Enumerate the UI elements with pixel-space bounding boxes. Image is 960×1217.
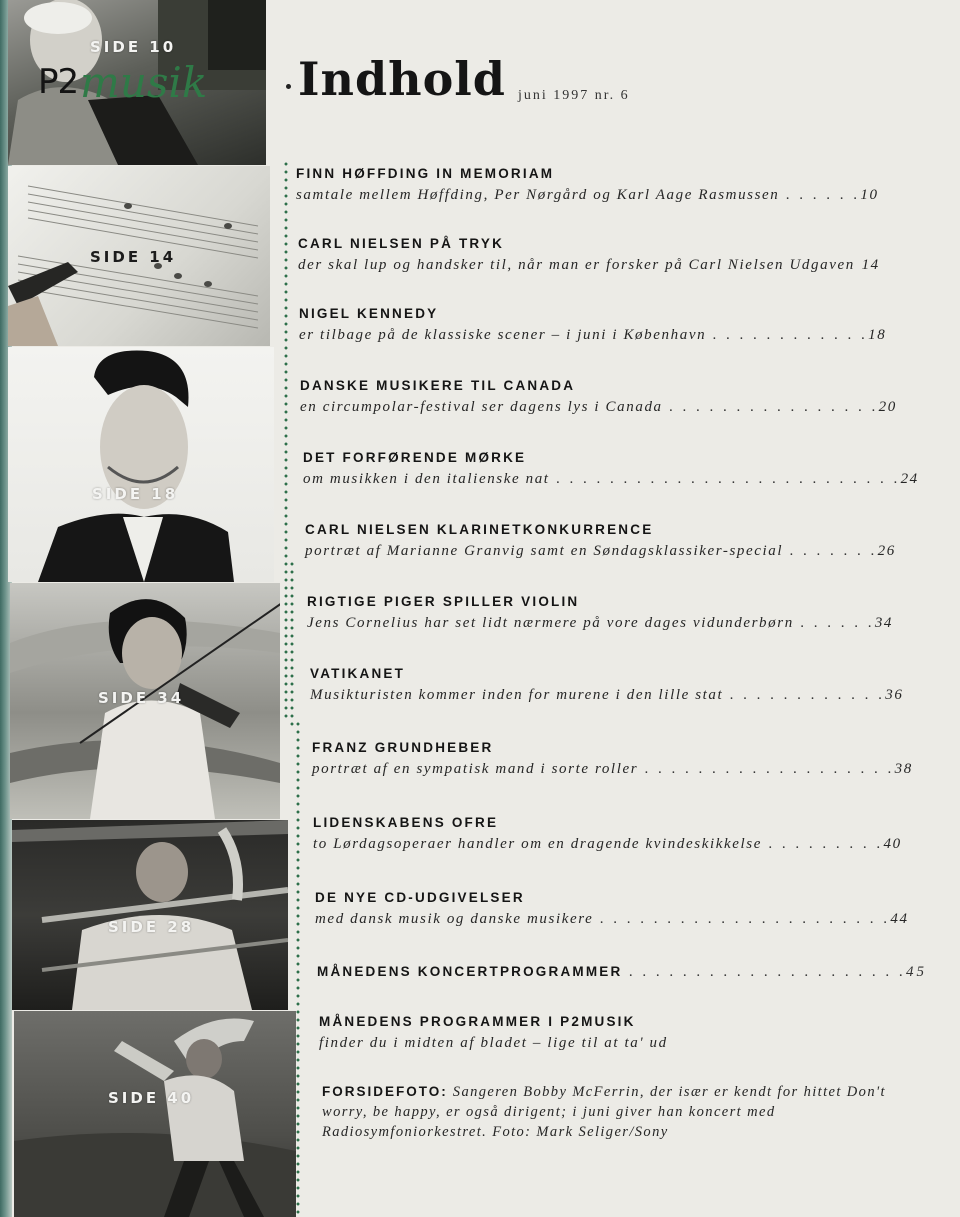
musik-logo-script: musik (80, 58, 208, 107)
toc-entry-inline[interactable]: MÅNEDENS KONCERTPROGRAMMER . . . . . . . . . . . . . . . . . . . . .45 (317, 964, 927, 980)
entry-heading: MÅNEDENS PROGRAMMER I P2MUSIK (319, 1014, 636, 1029)
toc-entry[interactable] (313, 815, 902, 853)
entry-description: med dansk musik og danske musikere . . . . . . . . . . . . . . . . . . . . . .44 (315, 911, 909, 927)
entry-description: er tilbage på de klassiske scener – i juni i København . . . . . . . . . . . .18 (299, 327, 887, 343)
dotted-divider-middle (290, 560, 294, 730)
credit-text: Sangeren Bobby McFerrin, der især er kendt for hittet Don't worry, be happy, er også dirigent; i juni giver han koncert med Radiosymfoniorkestret. Foto: Mark Seliger/Sony (322, 1084, 886, 1140)
entry-heading: FRANZ GRUNDHEBER (312, 740, 494, 755)
dotted-divider-upper (284, 160, 288, 720)
entry-description: der skal lup og handsker til, når man er forsker på Carl Nielsen Udgaven 14 (298, 257, 880, 273)
page-number: 10 (860, 187, 879, 203)
toc-entry[interactable] (298, 236, 880, 274)
side-label: SIDE 18 (92, 485, 179, 503)
entry-heading: CARL NIELSEN PÅ TRYK (298, 236, 505, 251)
entry-description: portræt af Marianne Granvig samt en Søndagsklassiker-special . . . . . . .26 (305, 543, 896, 559)
side-label: SIDE 40 (108, 1089, 195, 1107)
toc-entry[interactable] (310, 666, 904, 704)
entry-heading: DET FORFØRENDE MØRKE (303, 450, 527, 465)
entry-heading: LIDENSKABENS OFRE (313, 815, 499, 830)
photo-female-violinist (10, 583, 280, 819)
credit-label: FORSIDEFOTO: (322, 1084, 448, 1099)
toc-entry[interactable] (307, 594, 893, 632)
toc-entry[interactable] (299, 306, 886, 344)
photo-dancer (14, 1011, 296, 1217)
entry-heading: DANSKE MUSIKERE TIL CANADA (300, 378, 576, 393)
page-number: 36 (885, 687, 904, 703)
page-number: 24 (900, 471, 919, 487)
side-label: SIDE 34 (98, 689, 185, 707)
toc-entry[interactable] (319, 1014, 668, 1052)
page-number: 34 (874, 615, 894, 631)
page-number: 38 (894, 761, 913, 777)
toc-entry[interactable] (300, 378, 897, 416)
cover-photo-credit (322, 1082, 922, 1142)
entry-description: to Lørdagsoperaer handler om en dragende kvindeskikkelse . . . . . . . . .40 (313, 836, 902, 852)
page-number: 40 (883, 836, 902, 852)
entry-heading: FINN HØFFDING IN MEMORIAM (296, 166, 555, 181)
side-label: SIDE 14 (90, 248, 177, 266)
page-number: 44 (890, 911, 909, 927)
entry-heading: DE NYE CD-UDGIVELSER (315, 890, 525, 905)
issue-date: juni 1997 nr. 6 (518, 88, 630, 103)
bullet-dot (286, 84, 291, 89)
entry-description: samtale mellem Høffding, Per Nørgård og Karl Aage Rasmussen . . . . . .10 (296, 187, 879, 203)
photo-violinist-portrait (8, 347, 274, 582)
toc-entry[interactable] (305, 522, 896, 560)
photo-sheet-music (8, 166, 270, 346)
side-label: SIDE 10 (90, 38, 177, 56)
dotted-divider-lower (296, 720, 300, 1217)
page-title: Indhold (298, 52, 506, 106)
toc-entry[interactable] (296, 166, 879, 204)
entry-description: en circumpolar-festival ser dagens lys i Canada . . . . . . . . . . . . . . . .20 (300, 399, 897, 415)
entry-description: Jens Cornelius har set lidt nærmere på vore dages vidunderbørn . . . . . .34 (307, 615, 894, 631)
entry-heading: MÅNEDENS KONCERTPROGRAMMER (317, 964, 623, 979)
entry-description: portræt af en sympatisk mand i sorte roller . . . . . . . . . . . . . . . . . . .38 (312, 761, 913, 777)
toc-entry[interactable] (303, 450, 919, 488)
entry-description: om musikken i den italienske nat . . . . . . . . . . . . . . . . . . . . . . . . . .24 (303, 471, 919, 487)
entry-heading: NIGEL KENNEDY (299, 306, 439, 321)
p2-logo-text: P2 (38, 62, 79, 102)
entry-description: Musikturisten kommer inden for murene i den lille stat . . . . . . . . . . . .36 (310, 687, 904, 703)
entry-heading: VATIKANET (310, 666, 406, 681)
toc-entry[interactable] (312, 740, 913, 778)
entry-description: finder du i midten af bladet – lige til at ta' ud (319, 1035, 668, 1051)
photo-column (8, 0, 298, 1217)
photo-performer-dark (12, 820, 288, 1010)
side-label: SIDE 28 (108, 918, 195, 936)
page-number: 14 (861, 257, 880, 273)
page-number: 20 (878, 399, 897, 415)
entry-heading: CARL NIELSEN KLARINETKONKURRENCE (305, 522, 654, 537)
page-header (280, 52, 940, 112)
page-number: 26 (877, 543, 896, 559)
page-number: 45 (905, 964, 927, 980)
page-number: 18 (868, 327, 887, 343)
toc-entry[interactable] (315, 890, 909, 928)
entry-heading: RIGTIGE PIGER SPILLER VIOLIN (307, 594, 580, 609)
